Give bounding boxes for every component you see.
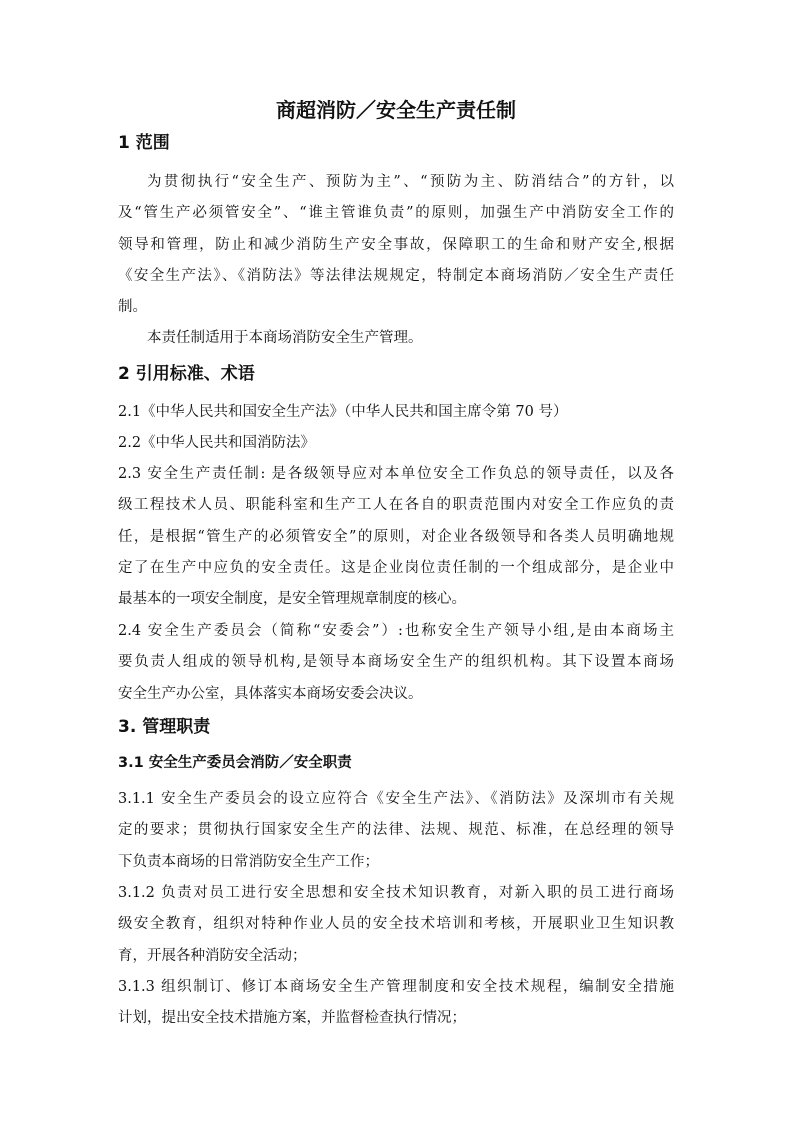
- text-line: 安全生产办公室，具体落实本商场安委会决议。: [118, 685, 423, 702]
- text-line: 《安全生产法》、《消防法》等法律法规规定，特制定本商场消防／安全生产责任: [118, 267, 674, 284]
- paragraph-ref-2-1: [118, 397, 674, 428]
- text-line: 2.4 安全生产委员会（简称“安委会”）:也称安全生产领导小组,是由本商场主: [118, 623, 674, 639]
- text-line: 3.1.3 组织制订、修订本商场安全生产管理制度和安全技术规程，编制安全措施: [118, 979, 674, 995]
- text-line: 下负责本商场的日常消防安全生产工作；: [118, 853, 379, 870]
- text-line: 3.1.2 负责对员工进行安全思想和安全技术知识教育，对新入职的员工进行商场: [118, 885, 674, 901]
- text-line: 2.1《中华人民共和国安全生产法》（中华人民共和国主席令第 70 号）: [118, 404, 568, 420]
- text-line: 计划，提出安全技术措施方案，并监督检查执行情况；: [118, 1010, 466, 1027]
- text-line: 为贯彻执行“安全生产、预防为主”、“预防为主、防消结合”的方针，以: [147, 174, 674, 190]
- text-line: 及“管生产必须管安全”、“谁主管谁负责”的原则，加强生产中消防安全工作的: [118, 205, 674, 222]
- paragraph-ref-2-4: [118, 616, 674, 710]
- text-line: 要负责人组成的领导机构,是领导本商场安全生产的组织机构。其下设置本商场: [118, 654, 674, 671]
- text-line: 定了在生产中应负的安全责任。这是企业岗位责任制的一个组成部分，是企业中: [118, 559, 674, 576]
- text-line: 本责任制适用于本商场消防安全生产管理。: [147, 330, 423, 346]
- text-line: 2.3 安全生产责任制: 是各级领导应对本单位安全工作负总的领导责任，以及各: [118, 466, 674, 482]
- text-line: 级安全教育，组织对特种作业人员的安全技术培训和考核，开展职业卫生知识教: [118, 916, 674, 933]
- paragraph-scope-applicability: [118, 323, 674, 354]
- text-line: 领导和管理，防止和减少消防生产安全事故，保障职工的生命和财产安全,根据: [118, 236, 674, 253]
- text-line: 任，是根据“管生产的必须管安全”的原则，对企业各级领导和各类人员明确地规: [118, 528, 674, 545]
- text-line: 2.2《中华人民共和国消防法》: [118, 435, 316, 451]
- text-line: 3.1.1 安全生产委员会的设立应符合《安全生产法》、《消防法》及深圳市有关规: [118, 791, 674, 807]
- section-heading-scope: 1 范围: [118, 133, 170, 153]
- subsection-heading-committee: 3.1 安全生产委员会消防／安全职责: [118, 755, 352, 771]
- text-line: 最基本的一项安全制度，是安全管理规章制度的核心。: [118, 591, 466, 608]
- section-heading-references: 2 引用标准、术语: [118, 364, 255, 384]
- paragraph-scope-purpose: [118, 167, 674, 323]
- paragraph-3-1-1: [118, 784, 674, 878]
- document-title: 商超消防／安全生产责任制: [276, 98, 516, 122]
- text-line: 制。: [118, 299, 147, 316]
- paragraph-3-1-2: [118, 878, 674, 972]
- text-line: 定的要求；贯彻执行国家安全生产的法律、法规、规范、标准，在总经理的领导: [118, 822, 674, 839]
- text-line: 级工程技术人员、职能科室和生产工人在各自的职责范围内对安全工作应负的责: [118, 497, 674, 514]
- paragraph-ref-2-3: [118, 459, 674, 615]
- paragraph-3-1-3: [118, 972, 674, 1035]
- paragraph-ref-2-2: [118, 428, 674, 459]
- section-heading-responsibilities: 3. 管理职责: [118, 717, 211, 737]
- text-line: 育，开展各种消防安全活动；: [118, 947, 307, 964]
